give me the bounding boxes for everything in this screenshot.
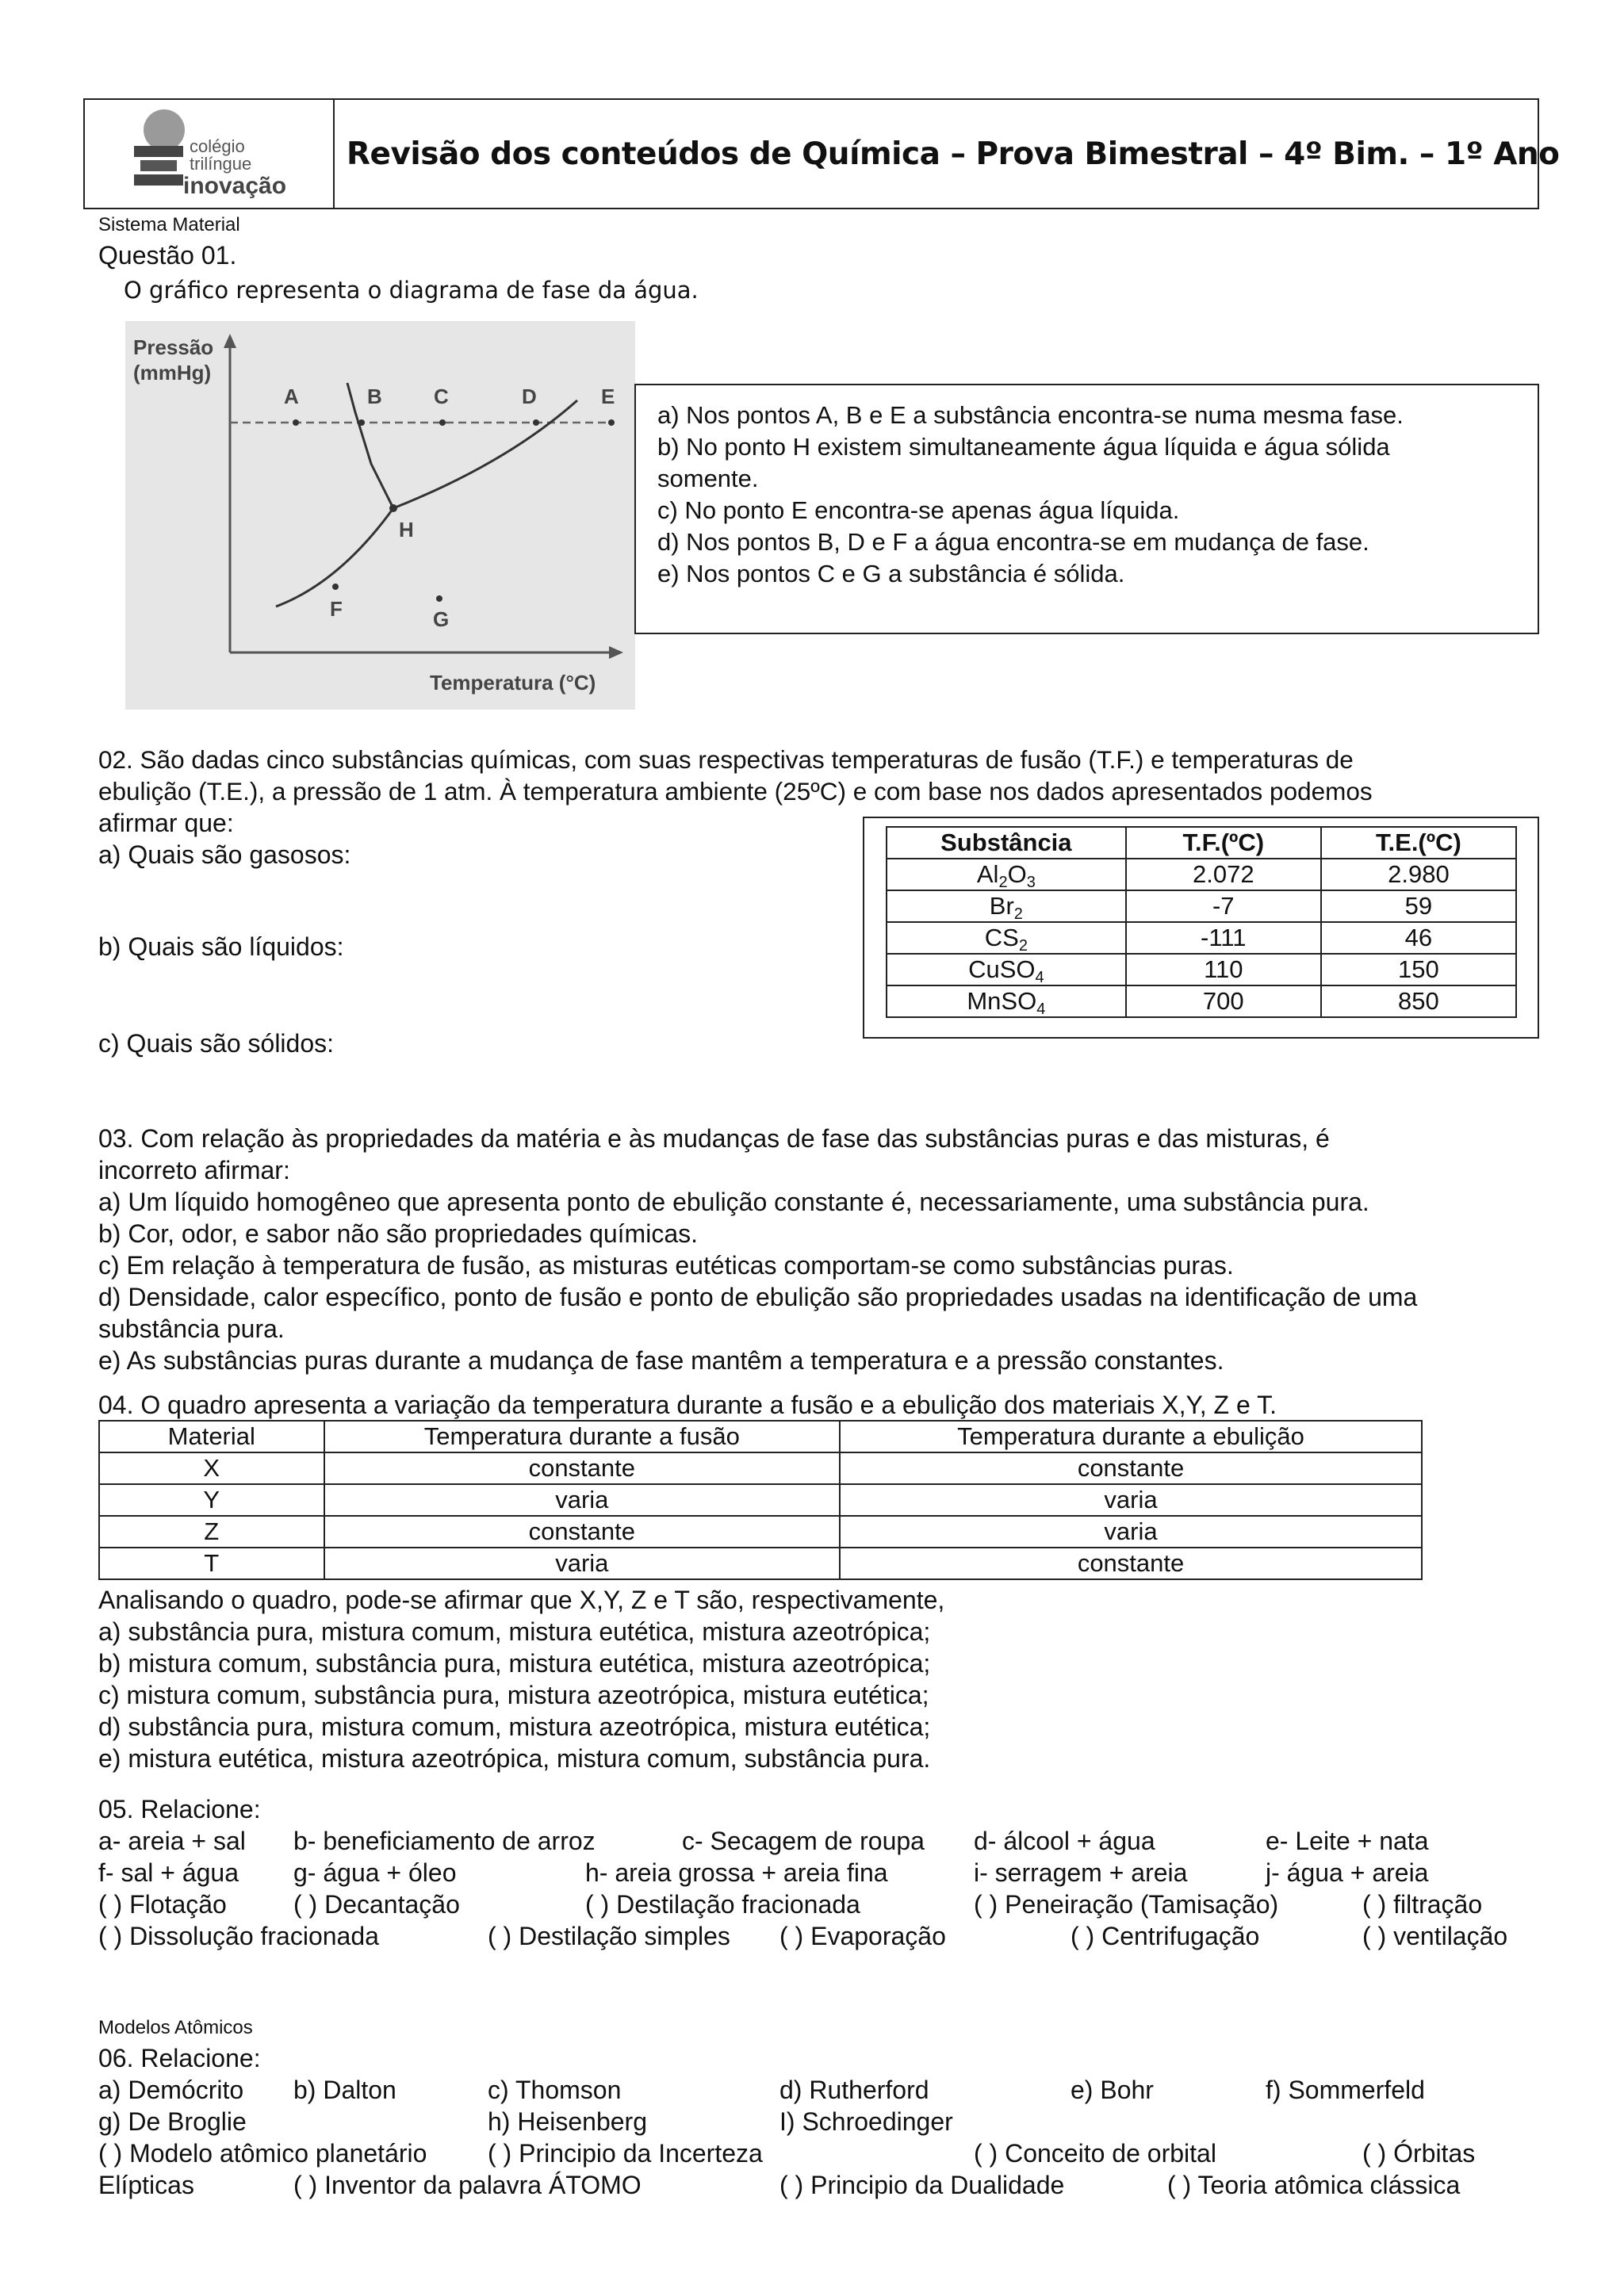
q6-item-e: e) Bohr xyxy=(1071,2076,1154,2104)
document-title: Revisão dos conteúdos de Química – Prova Bimestral – 4º Bim. – 1º Ano xyxy=(347,136,1560,172)
q4-prompt: Analisando o quadro, pode-se afirmar que X,Y, Z e T são, respectivamente, xyxy=(98,1586,945,1614)
label-g: G xyxy=(433,607,450,631)
q2-question-b: b) Quais são líquidos: xyxy=(98,932,344,961)
table-row xyxy=(887,890,1516,922)
q2-question-a: a) Quais são gasosos: xyxy=(98,840,351,869)
q6-heading: 06. Relacione: xyxy=(98,2044,261,2072)
q1-option-e: e) Nos pontos C e G a substância é sólida. xyxy=(657,560,1125,587)
formula-cell: $Br_2$ xyxy=(887,890,1126,922)
q6-item-a: a) Demócrito xyxy=(98,2076,244,2104)
q3-option-c: c) Em relação à temperatura de fusão, as misturas eutéticas comportam-se como substâncias puras. xyxy=(98,1251,1234,1280)
header-material: Material xyxy=(99,1421,324,1452)
q1-option-d: d) Nos pontos B, D e F a água encontra-se em mudança de fase. xyxy=(657,528,1369,556)
formula-cell: MnSO$_4$ xyxy=(887,985,1126,1017)
q4-option-c: c) mistura comum, substância pura, mistura azeotrópica, mistura eutética; xyxy=(98,1681,929,1709)
label-a: A xyxy=(284,385,299,408)
q6-option-orbital: ( ) Conceito de orbital xyxy=(974,2139,1216,2168)
q1-option-a: a) Nos pontos A, B e E a substância encontra-se numa mesma fase. xyxy=(657,401,1404,429)
q6-option-dualidade: ( ) Principio da Dualidade xyxy=(779,2171,1065,2199)
school-logo xyxy=(85,100,335,208)
q4-option-b: b) mistura comum, substância pura, mistura eutética, mistura azeotrópica; xyxy=(98,1649,931,1678)
label-e: E xyxy=(601,385,615,408)
q6-item-d: d) Rutherford xyxy=(779,2076,929,2104)
q3-option-a: a) Um líquido homogêneo que apresenta ponto de ebulição constante é, necessariamente, uma substância pura. xyxy=(98,1188,1369,1216)
table-row xyxy=(99,1484,1422,1516)
q5-item-f: f- sal + água xyxy=(98,1858,239,1887)
point-e xyxy=(608,419,615,426)
tf-cell: 700 xyxy=(1126,985,1321,1017)
point-d xyxy=(533,419,539,426)
q3-line-2: incorreto afirmar: xyxy=(98,1156,290,1184)
q1-intro: O gráfico representa o diagrama de fase da água. xyxy=(124,277,699,304)
tf-cell: 2.072 xyxy=(1126,859,1321,890)
q5-option-dissolucao: ( ) Dissolução fracionada xyxy=(98,1922,379,1950)
q5-item-h: h- areia grossa + areia fina xyxy=(585,1858,888,1887)
q6-item-c: c) Thomson xyxy=(488,2076,622,2104)
q4-intro: 04. O quadro apresenta a variação da temperatura durante a fusão e a ebulição dos materiais X,Y, Z e T. xyxy=(98,1391,1277,1419)
q5-item-e: e- Leite + nata xyxy=(1266,1827,1429,1855)
q5-item-g: g- água + óleo xyxy=(293,1858,457,1887)
q5-item-i: i- serragem + areia xyxy=(974,1858,1188,1887)
material-cell: X xyxy=(99,1452,324,1484)
logo-text-1: colégio xyxy=(190,136,245,156)
section-label-atomic: Modelos Atômicos xyxy=(98,2017,253,2038)
label-b: B xyxy=(367,385,382,408)
logo-text-2: trilíngue xyxy=(190,154,252,174)
q2-line-3: afirmar que: xyxy=(98,809,234,837)
q5-option-destilacao-fracionada: ( ) Destilação fracionada xyxy=(585,1890,860,1919)
point-f xyxy=(332,584,339,590)
x-axis-arrow xyxy=(609,646,623,659)
q2-question-c: c) Quais são sólidos: xyxy=(98,1029,335,1058)
q5-option-flotacao: ( ) Flotação xyxy=(98,1890,227,1919)
formula-cell: $Al_2O_3$ xyxy=(887,859,1126,890)
q3-option-b: b) Cor, odor, e sabor não são propriedades químicas. xyxy=(98,1219,698,1248)
y-axis-arrow xyxy=(224,334,236,348)
table-header-row xyxy=(99,1421,1422,1452)
fusion-cell: constante xyxy=(324,1452,841,1484)
label-h: H xyxy=(399,518,414,541)
q3-option-e: e) As substâncias puras durante a mudança de fase mantêm a temperatura e a pressão constantes. xyxy=(98,1346,1224,1375)
table-row xyxy=(99,1516,1422,1548)
label-d: D xyxy=(522,385,537,408)
q5-item-b: b- beneficiamento de arroz xyxy=(293,1827,596,1855)
fusion-cell: varia xyxy=(324,1484,841,1516)
q4-option-d: d) substância pura, mistura comum, mistura azeotrópica, mistura eutética; xyxy=(98,1712,931,1741)
y-label-1: Pressão xyxy=(133,335,214,359)
te-cell: 150 xyxy=(1321,954,1516,985)
section-label-material: Sistema Material xyxy=(98,214,240,235)
x-label: Temperatura (°C) xyxy=(430,671,596,695)
table-header-row xyxy=(887,827,1516,859)
boiling-cell: constante xyxy=(840,1452,1422,1484)
q5-option-peneiracao: ( ) Peneiração (Tamisação) xyxy=(974,1890,1279,1919)
table-row xyxy=(99,1548,1422,1579)
te-cell: 850 xyxy=(1321,985,1516,1017)
q1-option-b-cont: somente. xyxy=(657,465,759,492)
q1-option-c: c) No ponto E encontra-se apenas água líquida. xyxy=(657,496,1180,524)
vaporization-curve xyxy=(393,400,577,508)
sublimation-curve xyxy=(276,508,393,607)
q6-option-planetario: ( ) Modelo atômico planetário xyxy=(98,2139,427,2168)
boiling-cell: constante xyxy=(840,1548,1422,1579)
header-substance: Substância xyxy=(887,827,1126,859)
q3-line-1: 03. Com relação às propriedades da matéria e às mudanças de fase das substâncias puras e das misturas, é xyxy=(98,1124,1330,1153)
material-cell: Z xyxy=(99,1516,324,1548)
q4-option-a: a) substância pura, mistura comum, mistura eutética, mistura azeotrópica; xyxy=(98,1617,931,1646)
boiling-cell: varia xyxy=(840,1516,1422,1548)
q6-item-h: h) Heisenberg xyxy=(488,2107,647,2136)
header-tf: T.F.(ºC) xyxy=(1126,827,1321,859)
table-row xyxy=(887,985,1516,1017)
q6-option-orbitas-cont: Elípticas xyxy=(98,2171,194,2199)
formula-cell: CuSO$_4$ xyxy=(887,954,1126,985)
q1-option-b: b) No ponto H existem simultaneamente água líquida e água sólida xyxy=(657,433,1390,461)
q5-item-c: c- Secagem de roupa xyxy=(682,1827,925,1855)
point-h xyxy=(389,504,397,512)
table-row xyxy=(887,954,1516,985)
te-cell: 59 xyxy=(1321,890,1516,922)
tf-cell: -111 xyxy=(1126,922,1321,954)
material-cell: T xyxy=(99,1548,324,1579)
q5-option-decantacao: ( ) Decantação xyxy=(293,1890,460,1919)
q6-item-b: b) Dalton xyxy=(293,2076,396,2104)
table-row xyxy=(99,1452,1422,1484)
materials-table xyxy=(98,1420,1423,1580)
q5-option-evaporacao: ( ) Evaporação xyxy=(779,1922,946,1950)
q5-option-ventilacao: ( ) ventilação xyxy=(1362,1922,1508,1950)
q2-line-2: ebulição (T.E.), a pressão de 1 atm. À temperatura ambiente (25ºC) e com base nos dados apresentados podemos xyxy=(98,777,1373,806)
logo-graphic xyxy=(85,100,333,208)
q5-item-j: j- água + areia xyxy=(1266,1858,1429,1887)
logo-text-3: inovação xyxy=(183,173,287,199)
document-header xyxy=(83,98,1560,209)
header-fusion: Temperatura durante a fusão xyxy=(324,1421,841,1452)
q6-option-orbitas: ( ) Órbitas xyxy=(1362,2139,1476,2168)
q6-item-i: I) Schroedinger xyxy=(779,2107,953,2136)
q5-option-filtracao: ( ) filtração xyxy=(1362,1890,1483,1919)
point-a xyxy=(293,419,299,426)
y-label-2: (mmHg) xyxy=(133,361,212,385)
q5-item-d: d- álcool + água xyxy=(974,1827,1155,1855)
material-cell: Y xyxy=(99,1484,324,1516)
point-b xyxy=(358,419,365,426)
tf-cell: -7 xyxy=(1126,890,1321,922)
q5-item-a: a- areia + sal xyxy=(98,1827,246,1855)
q5-option-destilacao-simples: ( ) Destilação simples xyxy=(488,1922,730,1950)
q5-heading: 05. Relacione: xyxy=(98,1795,261,1823)
q6-option-incerteza: ( ) Principio da Incerteza xyxy=(488,2139,763,2168)
phase-diagram xyxy=(125,321,635,710)
q6-item-f: f) Sommerfeld xyxy=(1266,2076,1425,2104)
fusion-cell: varia xyxy=(324,1548,841,1579)
header-te: T.E.(ºC) xyxy=(1321,827,1516,859)
q6-option-atomo: ( ) Inventor da palavra ÁTOMO xyxy=(293,2171,642,2199)
q1-options-box xyxy=(634,384,1539,634)
q3-option-d-cont: substância pura. xyxy=(98,1314,285,1343)
q1-heading: Questão 01. xyxy=(98,241,237,270)
table-row xyxy=(887,859,1516,890)
q6-option-teoria-classica: ( ) Teoria atômica clássica xyxy=(1167,2171,1461,2199)
q2-table-frame xyxy=(863,817,1539,1039)
tf-cell: 110 xyxy=(1126,954,1321,985)
te-cell: 2.980 xyxy=(1321,859,1516,890)
q5-option-centrifugacao: ( ) Centrifugação xyxy=(1071,1922,1260,1950)
q6-item-g: g) De Broglie xyxy=(98,2107,247,2136)
table-row xyxy=(887,922,1516,954)
header-boiling: Temperatura durante a ebulição xyxy=(840,1421,1422,1452)
te-cell: 46 xyxy=(1321,922,1516,954)
boiling-cell: varia xyxy=(840,1484,1422,1516)
label-c: C xyxy=(434,385,449,408)
point-g xyxy=(436,595,442,602)
substances-table xyxy=(886,826,1517,1018)
fusion-cell: constante xyxy=(324,1516,841,1548)
q2-line-1: 02. São dadas cinco substâncias químicas, com suas respectivas temperaturas de fusão (T.F.) e temperaturas de xyxy=(98,745,1354,774)
q4-option-e: e) mistura eutética, mistura azeotrópica, mistura comum, substância pura. xyxy=(98,1744,931,1773)
formula-cell: $CS_2$ xyxy=(887,922,1126,954)
point-c xyxy=(439,419,446,426)
label-f: F xyxy=(330,597,343,621)
q3-option-d: d) Densidade, calor específico, ponto de fusão e ponto de ebulição são propriedades usadas na identificação de uma xyxy=(98,1283,1418,1311)
